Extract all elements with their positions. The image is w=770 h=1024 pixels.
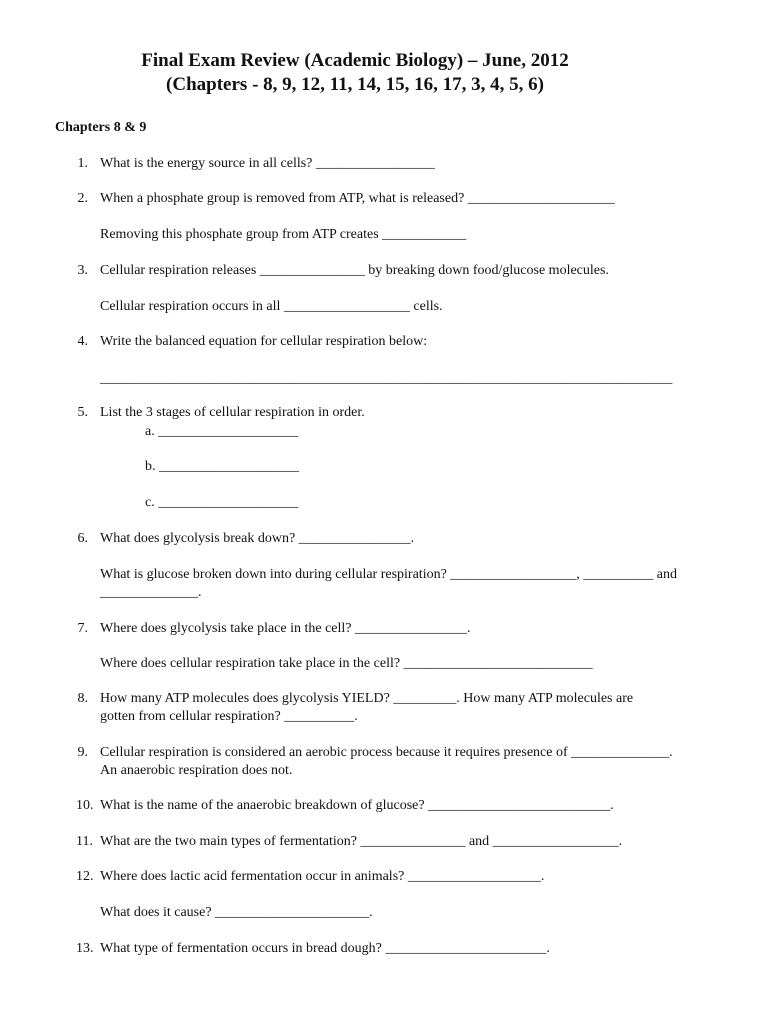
- question-9: [70, 744, 673, 762]
- question-2-followup: Removing this phosphate group from ATP creates ____________: [100, 227, 467, 242]
- answer-line: __________________________________________________________________________________: [100, 371, 673, 386]
- page-subtitle: (Chapters - 8, 9, 12, 11, 14, 15, 16, 17, 3, 4, 5, 6): [166, 74, 544, 95]
- list-item-b: b. ____________________: [145, 459, 299, 474]
- question-text: List the 3 stages of cellular respiration in order.: [100, 405, 365, 420]
- question-8-cont: gotten from cellular respiration? __________.: [100, 709, 358, 724]
- question-3: [70, 262, 609, 280]
- list-item-a: a. ____________________: [145, 424, 299, 439]
- question-text: Where does glycolysis take place in the cell? ________________.: [100, 621, 471, 636]
- question-number: 11.: [76, 834, 93, 849]
- list-item-c: c. ____________________: [145, 495, 299, 510]
- question-7: [70, 620, 471, 638]
- question-text: When a phosphate group is removed from ATP, what is released? _____________________: [100, 191, 615, 206]
- question-6-followup: What is glucose broken down into during cellular respiration? __________________, __________ and: [100, 567, 678, 582]
- question-13: [70, 940, 550, 958]
- question-5: [70, 404, 365, 422]
- page-title: Final Exam Review (Academic Biology) – June, 2012: [141, 50, 569, 71]
- question-number: 8.: [77, 691, 88, 706]
- question-4: [70, 333, 427, 351]
- question-number: 7.: [77, 621, 88, 636]
- question-text: Write the balanced equation for cellular respiration below:: [100, 334, 428, 349]
- question-6: [70, 530, 414, 548]
- question-number: 10.: [76, 798, 94, 813]
- question-8: [70, 690, 633, 708]
- question-11: [70, 833, 622, 851]
- question-text: What does glycolysis break down? ________________.: [100, 531, 415, 546]
- question-text: What are the two main types of fermentation? _______________ and __________________.: [100, 834, 623, 849]
- question-1: [70, 155, 435, 173]
- question-text: What type of fermentation occurs in bread dough? _______________________.: [100, 941, 550, 956]
- question-number: 3.: [77, 263, 88, 278]
- question-number: 5.: [77, 405, 88, 420]
- question-12: [70, 868, 544, 886]
- question-number: 4.: [77, 334, 88, 349]
- question-text: Cellular respiration is considered an aerobic process because it requires presence of ______________.: [100, 745, 673, 760]
- question-text: Where does lactic acid fermentation occur in animals? ___________________.: [100, 869, 545, 884]
- question-2: [70, 190, 615, 208]
- question-text: What is the name of the anaerobic breakdown of glucose? __________________________.: [100, 798, 614, 813]
- question-text: What is the energy source in all cells? _________________: [100, 156, 435, 171]
- question-6-followup-cont: ______________.: [100, 585, 202, 600]
- section-heading: Chapters 8 & 9: [55, 120, 147, 135]
- question-9-cont: An anaerobic respiration does not.: [100, 763, 293, 778]
- question-10: [70, 797, 614, 815]
- question-number: 6.: [77, 531, 88, 546]
- question-number: 12.: [76, 869, 94, 884]
- question-12-followup: What does it cause? ______________________.: [100, 905, 373, 920]
- question-number: 9.: [77, 745, 88, 760]
- question-number: 1.: [77, 156, 88, 171]
- question-3-followup: Cellular respiration occurs in all __________________ cells.: [100, 299, 443, 314]
- question-text: Cellular respiration releases _______________ by breaking down food/glucose molecules.: [100, 263, 609, 278]
- question-7-followup: Where does cellular respiration take place in the cell? ___________________________: [100, 656, 593, 671]
- question-text: How many ATP molecules does glycolysis YIELD? _________. How many ATP molecules are: [100, 691, 634, 706]
- question-number: 13.: [76, 941, 94, 956]
- question-number: 2.: [77, 191, 88, 206]
